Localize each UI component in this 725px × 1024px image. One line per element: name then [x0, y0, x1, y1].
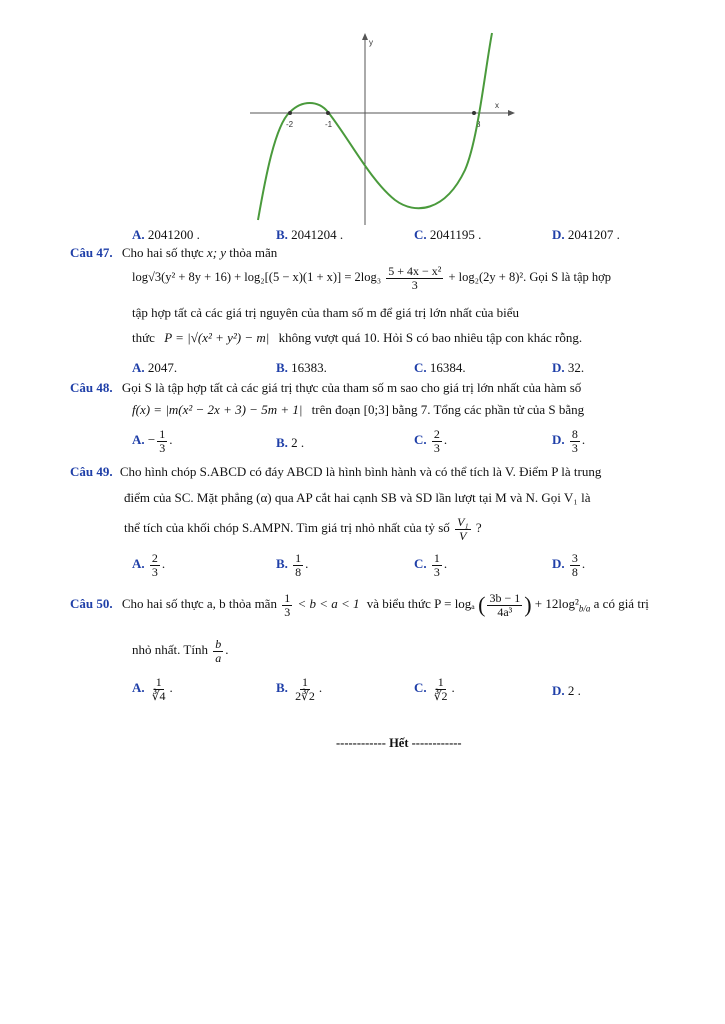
x-axis-label: x	[495, 101, 499, 110]
option-label: B.	[276, 360, 288, 375]
q47-line3: tập hợp tất cả các giá trị nguyên của tham số m để giá trị lớn nhất của biểu	[132, 305, 520, 320]
root-point-neg1	[326, 111, 330, 115]
q46-option-a[interactable]	[132, 227, 200, 243]
x-tick-neg1: -1	[325, 120, 333, 129]
option-label: B.	[276, 680, 288, 696]
stem-text: Gọi S là tập hợp tất cả các giá trị thực của tham số m sao cho giá trị lớn nhất của hàm số	[121, 380, 582, 395]
q50-option-b[interactable]: B. $\frac{1}{2∛2}$ .	[276, 675, 323, 703]
q49-option-b[interactable]: B. $\frac{1}{8}$ .	[276, 551, 309, 579]
p-expression-start: và biểu thức P = logₐ	[366, 596, 475, 612]
line4-tail: không vượt quá 10. Hỏi S có bao nhiêu tập con khác rỗng.	[278, 330, 583, 345]
inequality-fraction	[282, 592, 292, 618]
x-tick-3: 3	[476, 120, 481, 129]
option-label: C.	[414, 556, 427, 572]
option-text: 16384.	[429, 360, 466, 375]
paren-open: (	[478, 592, 486, 618]
option-fraction	[293, 552, 303, 578]
q50-line2: nhỏ nhất. Tính $\frac{b}{a}$ .	[132, 637, 229, 665]
option-text: 2041204 .	[291, 227, 344, 242]
fraction-numerator: 1	[437, 675, 444, 689]
q49-line1	[70, 464, 601, 480]
y-axis-arrow	[362, 33, 368, 40]
q47-option-c[interactable]	[414, 360, 466, 376]
fraction-numerator: 1	[284, 591, 291, 605]
fraction-denominator: 4a³	[497, 604, 513, 619]
option-text: 2041207 .	[567, 227, 620, 242]
fraction-numerator: 3	[571, 551, 578, 565]
fraction-denominator: 2∛2	[295, 688, 315, 703]
fraction-numerator: 8	[571, 427, 578, 441]
fraction-denominator: 3	[433, 564, 440, 579]
stem-text-2: trên đoạn [0;3] bằng 7. Tổng các phần tử của S bằng	[311, 402, 585, 417]
fraction-denominator: 3	[571, 440, 578, 455]
q48-line2	[132, 402, 584, 418]
fraction-denominator: a	[215, 650, 222, 665]
fraction-numerator: 2	[151, 551, 158, 565]
stem-text: Cho hai số thực a, b thỏa mãn	[121, 596, 277, 612]
option-sign: −	[147, 432, 156, 448]
stem-text-2: nhỏ nhất. Tính	[132, 642, 208, 658]
option-text: 32.	[567, 360, 585, 375]
option-label: D.	[552, 683, 565, 698]
fraction-numerator: 1	[295, 551, 302, 565]
option-fraction	[150, 552, 160, 578]
option-label: D.	[552, 556, 565, 572]
fraction-denominator: 3	[284, 604, 291, 619]
option-label: A.	[132, 432, 145, 448]
option-fraction	[150, 676, 168, 702]
q48-option-b[interactable]	[276, 435, 304, 451]
equation-lhs: log√3(y² + 8y + 16) + log₂[(5 − x)(1 + x)] = 2log₃	[132, 269, 382, 284]
fraction-denominator: 3	[433, 440, 440, 455]
x-tick-neg2: -2	[286, 120, 294, 129]
option-label: A.	[132, 680, 145, 696]
question-mark: ?	[475, 520, 482, 536]
stem-text-3: . Gọi S là tập hợp	[523, 269, 611, 284]
q48-line1	[70, 380, 581, 396]
function-expression: f(x) = |m(x² − 2x + 3) − 5m + 1|	[132, 402, 303, 417]
stem-text: Cho hình chóp S.ABCD có đáy ABCD là hình bình hành và có thể tích là V. Điểm P là trung	[119, 464, 602, 479]
q50-line1	[70, 592, 649, 618]
q47-option-b[interactable]	[276, 360, 327, 376]
q47-equation	[132, 265, 611, 291]
fraction-numerator: 5 + 4x − x²	[388, 264, 442, 278]
fraction-numerator: 1	[155, 675, 162, 689]
q47-stem	[70, 245, 277, 261]
p-expression: P = |√(x² + y²) − m|	[164, 330, 270, 345]
option-fraction	[570, 552, 580, 578]
option-label: C.	[414, 360, 427, 375]
option-label: D.	[552, 360, 565, 375]
option-label: B.	[276, 435, 288, 450]
fraction-numerator: 1	[433, 551, 440, 565]
q46-option-b[interactable]	[276, 227, 343, 243]
option-fraction	[157, 428, 167, 454]
fraction-denominator: 3	[411, 277, 418, 292]
option-fraction	[293, 676, 317, 702]
q46-option-d[interactable]	[552, 227, 620, 243]
x-axis-arrow	[508, 110, 515, 116]
option-fraction	[570, 428, 580, 454]
fraction-denominator: 8	[571, 564, 578, 579]
q47-option-d[interactable]	[552, 360, 584, 376]
y-axis-label: y	[369, 38, 373, 47]
q47-option-a[interactable]	[132, 360, 177, 376]
question-number: Câu 50.	[70, 596, 113, 612]
inequality-tail: < b < a < 1	[297, 596, 360, 612]
option-text: 2041195 .	[429, 227, 482, 242]
stem-text-2: thỏa mãn	[229, 245, 278, 260]
q49-line3	[124, 516, 482, 542]
paren-close: )	[524, 592, 532, 618]
q48-option-d[interactable]: D. $\frac{8}{3}$ .	[552, 427, 586, 455]
option-label: C.	[414, 432, 427, 448]
q49-option-d[interactable]: D. $\frac{3}{8}$ .	[552, 551, 586, 579]
q47-line4	[132, 330, 582, 346]
stem-vars: x; y	[206, 245, 227, 260]
fraction-denominator: ∛2	[433, 688, 448, 703]
p-fraction	[487, 592, 522, 618]
option-text: 2047.	[147, 360, 178, 375]
option-label: D.	[552, 227, 565, 242]
option-text: 2 .	[567, 683, 581, 698]
question-number: Câu 48.	[70, 380, 113, 395]
q48-option-c[interactable]: C. $\frac{2}{3}$ .	[414, 427, 448, 455]
option-label: B.	[276, 227, 288, 242]
q49-option-a[interactable]: A. $\frac{2}{3}$ .	[132, 551, 166, 579]
fraction-numerator: V₁	[457, 515, 469, 529]
ratio-fraction	[213, 638, 223, 664]
fraction-numerator: 1	[159, 427, 166, 441]
question-number: Câu 47.	[70, 245, 113, 260]
option-label: A.	[132, 360, 145, 375]
fraction-numerator: b	[215, 637, 222, 651]
option-label: D.	[552, 432, 565, 448]
fraction-numerator: 1	[302, 675, 308, 689]
fraction-denominator: ∛4	[151, 688, 166, 703]
fraction-denominator: 3	[151, 564, 158, 579]
option-label: A.	[132, 556, 145, 572]
p-expression-end: a có giá trị	[593, 596, 649, 612]
option-fraction	[432, 428, 442, 454]
question-number: Câu 49.	[70, 464, 113, 479]
q46-option-c[interactable]	[414, 227, 481, 243]
q50-option-c[interactable]: C. $\frac{1}{∛2}$ .	[414, 675, 455, 703]
fraction-denominator: 8	[295, 564, 302, 579]
p-expression-mid: + 12log²	[534, 596, 579, 612]
option-label: B.	[276, 556, 288, 572]
fraction-numerator: 2	[433, 427, 440, 441]
q49-option-c[interactable]: C. $\frac{1}{3}$ .	[414, 551, 448, 579]
equation-tail: + log₂(2y + 8)²	[448, 269, 524, 284]
q48-option-a[interactable]: A. − $\frac{1}{3}$ .	[132, 427, 173, 455]
option-fraction	[432, 552, 442, 578]
option-label: C.	[414, 227, 427, 242]
option-label: C.	[414, 680, 427, 696]
q50-option-d[interactable]	[552, 683, 581, 699]
root-point-neg2	[288, 111, 292, 115]
fraction-denominator: V	[459, 528, 467, 543]
fraction-numerator: 3b − 1	[489, 591, 521, 605]
q50-option-a[interactable]: A. $\frac{1}{∛4}$ .	[132, 675, 173, 703]
option-fraction	[432, 676, 450, 702]
option-text: 2 .	[291, 435, 305, 450]
option-text: 2041200 .	[147, 227, 200, 242]
equation-fraction	[386, 265, 443, 291]
stem-text-3: thể tích của khối chóp S.AMPN. Tìm giá trị nhỏ nhất của tỷ số	[124, 520, 450, 536]
ratio-fraction	[455, 516, 471, 542]
option-text: 16383.	[291, 360, 327, 375]
option-label: A.	[132, 227, 145, 242]
end-marker: ------------ Hết ------------	[336, 736, 462, 750]
q49-line2: điểm của SC. Mặt phẳng (α) qua AP cắt hai cạnh SB và SD lần lượt tại M và N. Gọi V₁ là	[124, 490, 591, 505]
log-base: b/a	[578, 603, 591, 614]
stem-text: Cho hai số thực	[121, 245, 204, 260]
root-point-3	[472, 111, 476, 115]
line4-text: thức	[132, 330, 155, 345]
cubic-graph	[240, 30, 520, 230]
fraction-denominator: 3	[159, 440, 166, 455]
